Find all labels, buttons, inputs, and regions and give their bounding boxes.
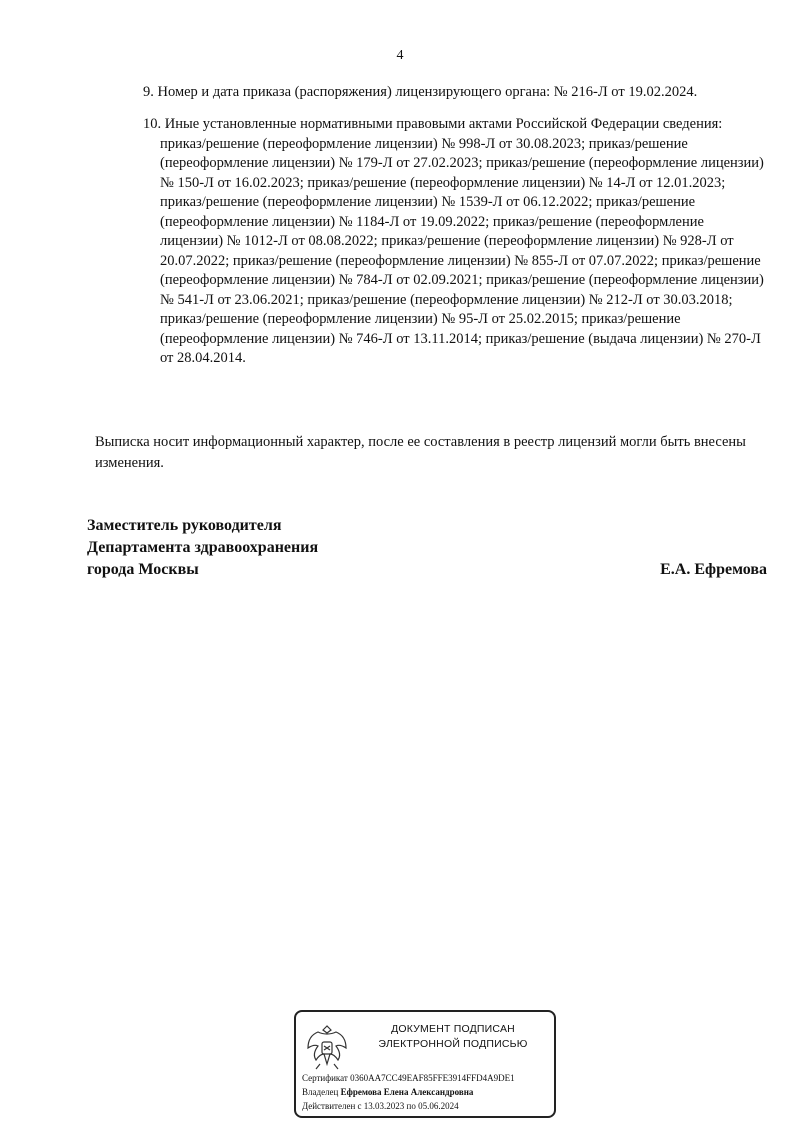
page-number: 4 (396, 48, 404, 63)
stamp-title-line-1: ДОКУМЕНТ ПОДПИСАН (391, 1023, 515, 1035)
list-item-10 (143, 115, 768, 369)
signer-position-line-2: Департамента здравоохранения (87, 539, 319, 556)
electronic-signature-stamp (294, 1010, 556, 1118)
list-item-number: 10. (143, 116, 162, 132)
signer-position-line-1: Заместитель руководителя (87, 517, 282, 534)
list-item-text: Иные установленные нормативными правовыми актами Российской Федерации сведения: приказ/решение (переоформление лицензии) № 998-Л от 30.08.2023; приказ/решение (переоформление лицензии) № 179-Л от 27.02.2023; приказ/решение (переоформление лицензии) № 150-Л от 16.02.2023; приказ/решение (переоформление лицензии) № 14-Л от 12.01.2023; приказ/решение (переоформление лицензии) № 1539-Л от 06.12.2022; приказ/решение (переоформление лицензии) № 1184-Л от 19.09.2022; приказ/решение (переоформление лицензии) № 1012-Л от 08.08.2022; приказ/решение (переоформление лицензии) № 928-Л от 20.07.2022; приказ/решение (переоформление лицензии) № 855-Л от 07.07.2022; приказ/решение (переоформление лицензии) № 784-Л от 02.09.2021; приказ/решение (переоформление лицензии) № 541-Л от 23.06.2021; приказ/решение (переоформление лицензии) № 212-Л от 30.03.2018; приказ/решение (переоформление лицензии) № 95-Л от 25.02.2015; приказ/решение (переоформление лицензии) № 746-Л от 13.11.2014; приказ/решение (выдача лицензии) № 270-Л от 28.04.2014. (160, 116, 764, 366)
disclaimer-note: Выписка носит информационный характер, после ее составления в реестр лицензий могли быть внесены изменения. (95, 434, 746, 471)
list-item-text: Номер и дата приказа (распоряжения) лицензирующего органа: № 216-Л от 19.02.2024. (157, 84, 698, 100)
validity-row: Действителен с 13.03.2023 по 05.06.2024 (302, 1101, 459, 1111)
list-item-9 (143, 83, 768, 103)
signature-block (87, 515, 767, 581)
owner-value: Ефремова Елена Александровна (340, 1087, 474, 1097)
owner-label: Владелец (302, 1087, 339, 1097)
certificate-label: Сертификат (302, 1073, 348, 1083)
signer-position-line-3: города Москвы (87, 561, 199, 578)
signer-name: Е.А. Ефремова (660, 561, 767, 578)
stamp-title (358, 1022, 548, 1052)
list-item-number: 9. (143, 84, 154, 100)
certificate-value: 0360AA7CC49EAF85FFE3914FFD4A9DE1 (350, 1073, 515, 1083)
coat-of-arms-icon (304, 1020, 350, 1072)
stamp-details (302, 1071, 552, 1113)
owner-row (302, 1085, 552, 1099)
stamp-title-line-2: ЭЛЕКТРОННОЙ ПОДПИСЬЮ (378, 1038, 528, 1050)
certificate-row (302, 1071, 552, 1085)
